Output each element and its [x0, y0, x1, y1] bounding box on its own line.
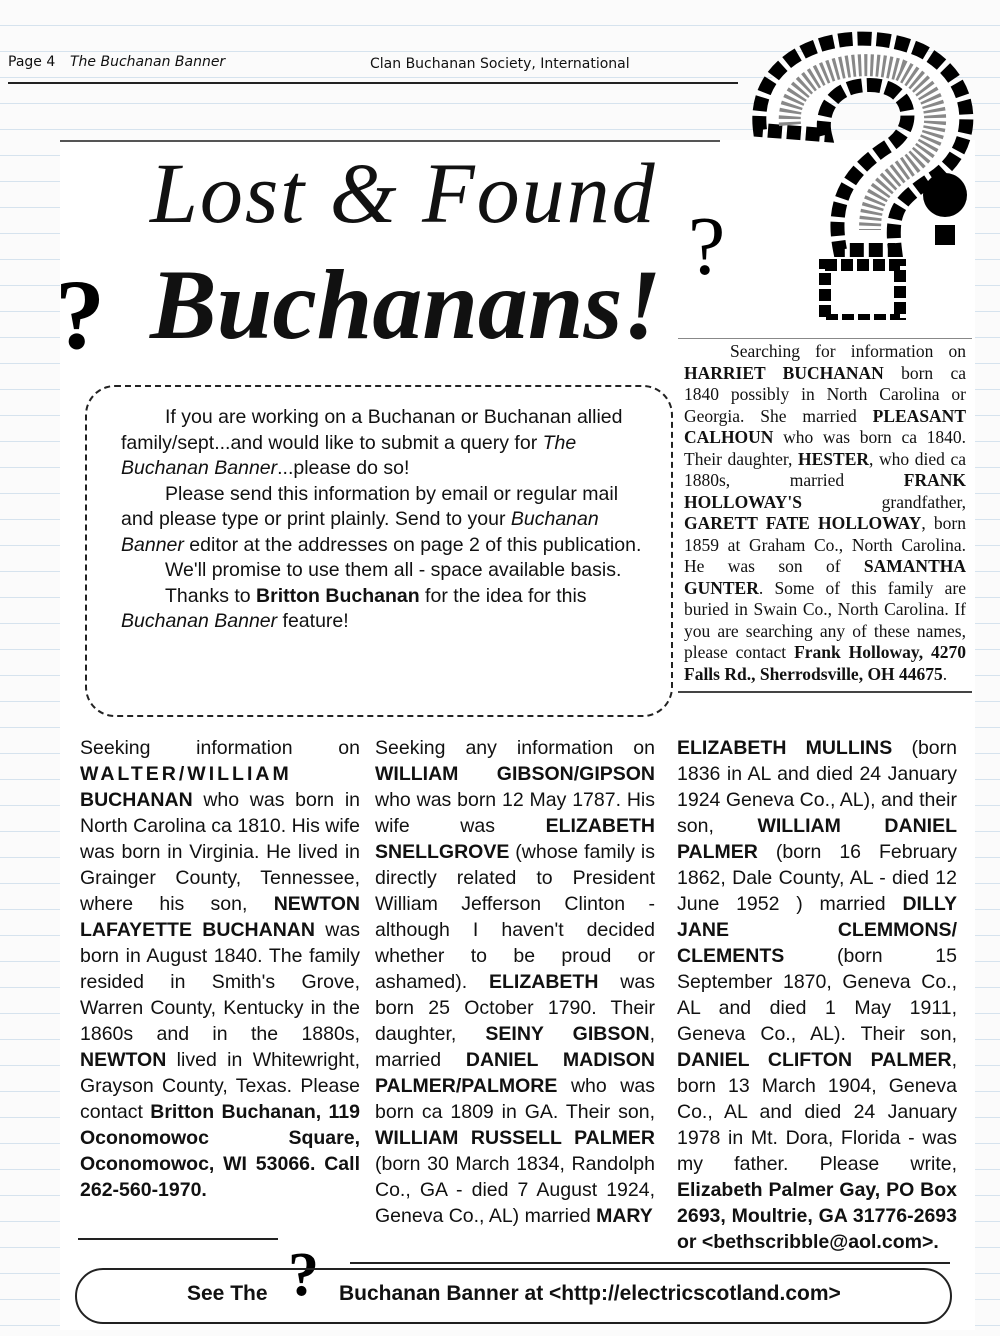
text-segment: The Buchanan Banner: [121, 431, 577, 479]
divider: [350, 1262, 950, 1264]
box-paragraph: [121, 558, 651, 584]
text-segment: who was born 12 May 1787. His wife was: [375, 789, 655, 837]
name-highlight: MARY: [596, 1205, 653, 1227]
text-segment: ...please do so!: [277, 457, 410, 479]
name-highlight: Britton Buchanan, 119 Oconomowoc Square, Oconomowoc, WI 53066. Call 262-560-1970.: [80, 1101, 360, 1201]
society-name: Clan Buchanan Society, International: [370, 56, 630, 72]
name-highlight: Britton Buchanan: [256, 584, 420, 607]
query-column-2: [375, 735, 655, 1229]
name-highlight: Elizabeth Palmer Gay, PO Box 2693, Moultrie, GA 31776-2693 or <bethscribble@aol.com>.: [677, 1179, 957, 1253]
text-segment: born ca 1840 possibly in North Carolina or Georgia. She married: [684, 362, 966, 426]
name-highlight: SEINY GIBSON: [485, 1023, 650, 1045]
text-segment: (born 1836 in AL and died 24 January 1924 Geneva Co., AL), and their son,: [677, 737, 957, 837]
divider: [78, 1238, 278, 1240]
name-highlight: ELIZABETH MULLINS: [677, 737, 893, 759]
name-highlight: GARETT FATE HOLLOWAY: [684, 513, 922, 533]
text-segment: (born 15 September 1870, Geneva Co., AL and died 1 May 1911, Geneva Co., AL). Their son,: [677, 945, 957, 1045]
submission-info-box: [85, 385, 673, 717]
text-segment: who was born in North Carolina ca 1810. His wife was born in Virginia. He lived in Grainger County, Tennessee, where his son,: [80, 789, 360, 915]
text-segment: was born in August 1840. The family resided in Smith's Grove, Warren County, Kentucky in the 1860s and in the 1880s,: [80, 919, 360, 1045]
footer-website-link[interactable]: Buchanan Banner at <http://electricscotland.com>: [339, 1282, 841, 1305]
query-column-3: [677, 735, 957, 1255]
text-segment: , who died ca 1880s, married: [684, 448, 967, 490]
text-segment: We'll promise to use them all - space available basis.: [165, 559, 622, 581]
text-segment: , married: [375, 1023, 655, 1071]
name-highlight: HESTER: [798, 448, 870, 469]
text-segment: If you are working on a Buchanan or Buchanan allied family/sept...and would like to submit a query for: [121, 406, 623, 454]
divider: [60, 140, 720, 142]
text-segment: Seeking information on: [80, 737, 360, 759]
text-segment: editor at the addresses on page 2 of this publication.: [183, 533, 642, 556]
text-segment: Searching for information on: [730, 341, 966, 361]
text-segment: .: [942, 663, 948, 684]
question-mark-icon: ?: [288, 1241, 319, 1309]
query-column-1: [80, 735, 360, 1203]
title-line-1: Lost & Found: [150, 145, 657, 241]
box-paragraph: [121, 405, 651, 482]
page-header: [8, 52, 738, 84]
text-segment: (born 30 March 1834, Randolph Co., GA - died 7 August 1924, Geneva Co., AL) married: [375, 1153, 655, 1227]
text-segment: . Some of this family are buried in Swain Co., North Carolina. If you are searching any of these names, please contact: [684, 577, 966, 662]
text-segment: was born 25 October 1790. Their daughter,: [375, 971, 655, 1045]
text-segment: lived in Whitewright, Grayson County, Texas. Please contact: [80, 1049, 360, 1123]
text-segment: , born 13 March 1904, Geneva Co., AL and died 24 January 1978 in Mt. Dora, Florida - was my father. Please write,: [677, 1049, 957, 1175]
name-highlight: PLEASANT CALHOUN: [684, 405, 966, 447]
page-number: Page 4: [8, 54, 56, 70]
text-segment: , born 1859 at Graham Co., North Carolina. He was son of: [684, 513, 966, 576]
name-highlight: DANIEL CLIFTON PALMER: [677, 1049, 952, 1071]
name-highlight: NEWTON: [80, 1049, 167, 1071]
name-highlight: BUCHANAN: [80, 789, 193, 811]
title-line-2: Buchanans!: [150, 249, 662, 360]
text-segment: who was born ca 1840. Their daughter,: [684, 427, 966, 469]
name-highlight: WILLIAM RUSSELL PALMER: [375, 1127, 655, 1149]
name-highlight: WILLIAM DANIEL PALMER: [677, 815, 958, 863]
text-segment: Seeking any information on: [375, 737, 655, 759]
name-highlight: WILLIAM GIBSON/GIPSON: [375, 763, 655, 785]
name-highlight: DILLY JANE CLEMMONS/ CLEMENTS: [677, 893, 957, 967]
footer-see-the: See The: [187, 1282, 268, 1305]
text-segment: who was born ca 1809 in GA. Their son,: [375, 1075, 655, 1123]
footer-banner: [75, 1268, 952, 1324]
box-paragraph: [121, 482, 651, 559]
mosaic-question-mark-icon: [730, 20, 990, 320]
query-holloway: [678, 338, 972, 693]
name-highlight: ELIZABETH SNELLGROVE: [375, 815, 655, 863]
name-highlight: ELIZABETH: [489, 971, 599, 993]
text-segment: Buchanan Banner: [121, 610, 278, 632]
name-highlight: FRANK HOLLOWAY'S: [684, 470, 966, 512]
box-paragraph: [121, 584, 651, 635]
name-highlight: WALTER/WILLIAM: [80, 763, 292, 785]
name-highlight: HARRIET BUCHANAN: [684, 362, 884, 383]
name-highlight: DANIEL MADISON PALMER/PALMORE: [375, 1049, 655, 1097]
name-highlight: Frank Holloway, 4270 Falls Rd., Sherrodsville, OH 44675: [684, 642, 966, 684]
text-segment: (whose family is directly related to President William Jefferson Clinton - although I haven't decided whether to be proud or ashamed).: [375, 841, 655, 993]
text-segment: Buchanan Banner: [121, 508, 599, 556]
text-segment: Thanks to: [165, 584, 257, 607]
name-highlight: NEWTON LAFAYETTE BUCHANAN: [80, 893, 360, 941]
name-highlight: SAMANTHA GUNTER: [684, 556, 966, 598]
question-mark-icon: ?: [688, 200, 726, 293]
text-segment: grandfather,: [802, 491, 966, 512]
publication-name: The Buchanan Banner: [70, 54, 226, 70]
text-segment: feature!: [277, 610, 349, 632]
text-segment: for the idea for this: [419, 584, 587, 607]
text-segment: (born 16 February 1862, Dale County, AL - died 12 June 1952 ) married: [677, 841, 957, 915]
question-mark-icon: ?: [55, 259, 105, 370]
text-segment: Please send this information by email or regular mail and please type or print plainly. Send to your: [121, 482, 619, 530]
